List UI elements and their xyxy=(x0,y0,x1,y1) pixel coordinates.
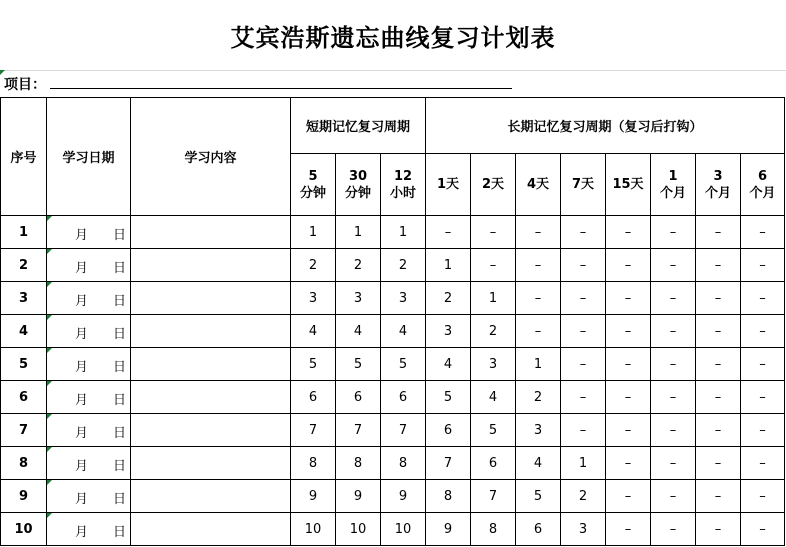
long-review-cell[interactable]: 6 xyxy=(426,414,471,447)
title-area xyxy=(0,0,786,71)
day-label: 日 xyxy=(113,261,127,276)
header-long-col xyxy=(516,154,561,216)
long-review-cell[interactable]: 9 xyxy=(426,513,471,546)
long-review-cell[interactable]: – xyxy=(696,249,741,282)
header-long-col-line: 7天 xyxy=(571,177,595,192)
row-index: 1 xyxy=(1,216,47,249)
long-review-cell[interactable]: – xyxy=(741,447,785,480)
content-cell[interactable] xyxy=(131,414,291,447)
long-review-cell[interactable]: 3 xyxy=(471,348,516,381)
long-review-cell[interactable]: – xyxy=(696,282,741,315)
header-long-col xyxy=(651,154,696,216)
long-review-cell[interactable]: – xyxy=(741,414,785,447)
long-review-cell[interactable]: – xyxy=(561,414,606,447)
short-review-cell[interactable]: 7 xyxy=(291,414,336,447)
content-cell[interactable] xyxy=(131,447,291,480)
header-long-col xyxy=(471,154,516,216)
long-review-cell[interactable]: – xyxy=(516,216,561,249)
short-review-cell[interactable]: 6 xyxy=(336,381,381,414)
date-cell[interactable] xyxy=(47,447,131,480)
long-review-cell[interactable]: 2 xyxy=(426,282,471,315)
content-cell[interactable] xyxy=(131,249,291,282)
long-review-cell[interactable]: – xyxy=(651,480,696,513)
header-long-col-line: 个月 xyxy=(749,185,776,201)
date-cell[interactable] xyxy=(47,249,131,282)
long-review-cell[interactable]: – xyxy=(741,348,785,381)
day-label: 日 xyxy=(113,228,127,243)
table-row xyxy=(1,315,785,348)
short-review-cell[interactable]: 9 xyxy=(336,480,381,513)
table-row xyxy=(1,414,785,447)
long-review-cell[interactable]: – xyxy=(651,414,696,447)
content-cell[interactable] xyxy=(131,315,291,348)
header-short-col xyxy=(336,154,381,216)
table-row xyxy=(1,282,785,315)
short-review-cell[interactable]: 8 xyxy=(336,447,381,480)
long-review-cell[interactable]: – xyxy=(606,513,651,546)
long-review-cell[interactable]: 5 xyxy=(471,414,516,447)
long-review-cell[interactable]: – xyxy=(696,381,741,414)
header-short-col-line: 12 xyxy=(393,168,413,184)
cell-marker-icon xyxy=(47,216,52,221)
header-long-col-line: 2天 xyxy=(481,177,505,192)
short-review-cell[interactable]: 6 xyxy=(291,381,336,414)
long-review-cell[interactable]: 5 xyxy=(426,381,471,414)
long-review-cell[interactable]: 8 xyxy=(471,513,516,546)
long-review-cell[interactable]: 6 xyxy=(471,447,516,480)
day-label: 日 xyxy=(113,459,127,474)
table-body xyxy=(1,216,785,546)
long-review-cell[interactable]: 7 xyxy=(471,480,516,513)
short-review-cell[interactable]: 6 xyxy=(381,381,426,414)
row-index: 10 xyxy=(1,513,47,546)
content-cell[interactable] xyxy=(131,348,291,381)
short-review-cell[interactable]: 10 xyxy=(291,513,336,546)
header-short-col-line: 分钟 xyxy=(299,185,326,201)
long-review-cell[interactable]: – xyxy=(516,315,561,348)
table-row xyxy=(1,480,785,513)
header-long-col-line: 个月 xyxy=(660,185,687,201)
short-review-cell[interactable]: 2 xyxy=(291,249,336,282)
long-review-cell[interactable]: – xyxy=(696,513,741,546)
long-review-cell[interactable]: 6 xyxy=(516,513,561,546)
long-review-cell[interactable]: – xyxy=(696,315,741,348)
long-review-cell[interactable]: – xyxy=(741,513,785,546)
long-review-cell[interactable]: 3 xyxy=(516,414,561,447)
long-review-cell[interactable]: – xyxy=(651,348,696,381)
short-review-cell[interactable]: 2 xyxy=(336,249,381,282)
content-cell[interactable] xyxy=(131,282,291,315)
header-long-col xyxy=(426,154,471,216)
long-review-cell[interactable]: 1 xyxy=(561,447,606,480)
header-short-col-line: 小时 xyxy=(390,185,417,201)
header-long-col xyxy=(741,154,785,216)
day-label: 日 xyxy=(113,426,127,441)
long-review-cell[interactable]: – xyxy=(696,447,741,480)
long-review-cell[interactable]: – xyxy=(606,282,651,315)
header-short-col-line: 分钟 xyxy=(344,185,371,201)
review-plan-table xyxy=(0,97,785,546)
long-review-cell[interactable]: – xyxy=(651,315,696,348)
short-review-cell[interactable]: 10 xyxy=(381,513,426,546)
date-cell[interactable] xyxy=(47,216,131,249)
header-long-col-line: 3 xyxy=(713,168,723,184)
long-review-cell[interactable]: 7 xyxy=(426,447,471,480)
month-label: 月 xyxy=(75,327,89,342)
row-index: 2 xyxy=(1,249,47,282)
table-row xyxy=(1,216,785,249)
row-index: 9 xyxy=(1,480,47,513)
short-review-cell[interactable]: 10 xyxy=(336,513,381,546)
long-review-cell[interactable]: – xyxy=(741,249,785,282)
short-review-cell[interactable]: 1 xyxy=(291,216,336,249)
cell-marker-icon xyxy=(47,513,52,518)
month-label: 月 xyxy=(75,525,89,540)
long-review-cell[interactable]: – xyxy=(606,381,651,414)
day-label: 日 xyxy=(113,492,127,507)
long-review-cell[interactable]: – xyxy=(651,216,696,249)
cell-marker-icon xyxy=(47,480,52,485)
content-cell[interactable] xyxy=(131,216,291,249)
header-content: 学习内容 xyxy=(131,98,291,216)
long-review-cell[interactable]: 8 xyxy=(426,480,471,513)
long-review-cell[interactable]: – xyxy=(516,249,561,282)
long-review-cell[interactable]: 1 xyxy=(516,348,561,381)
date-cell[interactable] xyxy=(47,480,131,513)
long-review-cell[interactable]: 3 xyxy=(561,513,606,546)
long-review-cell[interactable]: – xyxy=(696,480,741,513)
date-cell[interactable] xyxy=(47,282,131,315)
long-review-cell[interactable]: 3 xyxy=(426,315,471,348)
project-row xyxy=(0,70,786,97)
project-label: 项目： xyxy=(4,77,46,93)
long-review-cell[interactable]: – xyxy=(741,480,785,513)
table-row xyxy=(1,447,785,480)
month-label: 月 xyxy=(75,294,89,309)
short-review-cell[interactable]: 5 xyxy=(381,348,426,381)
cell-marker-icon xyxy=(47,447,52,452)
month-label: 月 xyxy=(75,393,89,408)
short-review-cell[interactable]: 9 xyxy=(291,480,336,513)
long-review-cell[interactable]: 4 xyxy=(516,447,561,480)
date-cell[interactable] xyxy=(47,315,131,348)
short-review-cell[interactable]: 1 xyxy=(336,216,381,249)
month-label: 月 xyxy=(75,261,89,276)
long-review-cell[interactable]: – xyxy=(696,414,741,447)
header-long-col xyxy=(606,154,651,216)
long-review-cell[interactable]: – xyxy=(561,381,606,414)
day-label: 日 xyxy=(113,525,127,540)
date-cell[interactable] xyxy=(47,348,131,381)
long-review-cell[interactable]: 5 xyxy=(516,480,561,513)
date-cell[interactable] xyxy=(47,513,131,546)
content-cell[interactable] xyxy=(131,480,291,513)
long-review-cell[interactable]: – xyxy=(606,249,651,282)
long-review-cell[interactable]: – xyxy=(651,249,696,282)
long-review-cell[interactable]: – xyxy=(651,381,696,414)
long-review-cell[interactable]: 2 xyxy=(516,381,561,414)
long-review-cell[interactable]: – xyxy=(741,282,785,315)
date-cell[interactable] xyxy=(47,414,131,447)
row-index: 3 xyxy=(1,282,47,315)
long-review-cell[interactable]: 4 xyxy=(426,348,471,381)
header-date: 学习日期 xyxy=(47,98,131,216)
header-index: 序号 xyxy=(1,98,47,216)
header-short-term: 短期记忆复习周期 xyxy=(291,98,426,154)
cell-marker-icon xyxy=(47,282,52,287)
day-label: 日 xyxy=(113,360,127,375)
table-row xyxy=(1,348,785,381)
day-label: 日 xyxy=(113,294,127,309)
long-review-cell[interactable]: – xyxy=(606,480,651,513)
header-long-col-line: 1天 xyxy=(436,177,460,192)
short-review-cell[interactable]: 3 xyxy=(291,282,336,315)
day-label: 日 xyxy=(113,327,127,342)
long-review-cell[interactable]: – xyxy=(651,447,696,480)
long-review-cell[interactable]: – xyxy=(606,315,651,348)
long-review-cell[interactable]: – xyxy=(651,513,696,546)
month-label: 月 xyxy=(75,492,89,507)
long-review-cell[interactable]: – xyxy=(471,216,516,249)
cell-marker-icon xyxy=(47,315,52,320)
row-index: 6 xyxy=(1,381,47,414)
long-review-cell[interactable]: – xyxy=(606,348,651,381)
short-review-cell[interactable]: 9 xyxy=(381,480,426,513)
row-index: 4 xyxy=(1,315,47,348)
cell-marker-icon xyxy=(47,414,52,419)
content-cell[interactable] xyxy=(131,513,291,546)
short-review-cell[interactable]: 3 xyxy=(336,282,381,315)
short-review-cell[interactable]: 4 xyxy=(336,315,381,348)
header-long-term: 长期记忆复习周期（复习后打钩） xyxy=(426,98,785,154)
long-review-cell[interactable]: – xyxy=(606,447,651,480)
long-review-cell[interactable]: – xyxy=(426,216,471,249)
row-index: 8 xyxy=(1,447,47,480)
long-review-cell[interactable]: – xyxy=(561,348,606,381)
table-row xyxy=(1,381,785,414)
short-review-cell[interactable]: 8 xyxy=(381,447,426,480)
cell-marker-icon xyxy=(47,249,52,254)
header-short-col-line: 30 xyxy=(348,168,368,184)
long-review-cell[interactable]: – xyxy=(651,282,696,315)
short-review-cell[interactable]: 8 xyxy=(291,447,336,480)
long-review-cell[interactable]: – xyxy=(561,315,606,348)
month-label: 月 xyxy=(75,360,89,375)
page-title: 艾宾浩斯遗忘曲线复习计划表 xyxy=(230,22,556,52)
header-long-col-line: 6 xyxy=(758,168,768,184)
short-review-cell[interactable]: 3 xyxy=(381,282,426,315)
header-long-col-line: 15天 xyxy=(612,177,644,192)
short-review-cell[interactable]: 4 xyxy=(381,315,426,348)
long-review-cell[interactable]: 2 xyxy=(561,480,606,513)
long-review-cell[interactable]: – xyxy=(561,249,606,282)
table-row xyxy=(1,249,785,282)
row-index: 7 xyxy=(1,414,47,447)
long-review-cell[interactable]: 2 xyxy=(471,315,516,348)
content-cell[interactable] xyxy=(131,381,291,414)
long-review-cell[interactable]: – xyxy=(471,249,516,282)
header-long-col xyxy=(696,154,741,216)
long-review-cell[interactable]: – xyxy=(561,216,606,249)
header-long-col-line: 4天 xyxy=(526,177,550,192)
short-review-cell[interactable]: 5 xyxy=(291,348,336,381)
project-input-line[interactable] xyxy=(50,88,512,89)
month-label: 月 xyxy=(75,228,89,243)
short-review-cell[interactable]: 1 xyxy=(381,216,426,249)
long-review-cell[interactable]: – xyxy=(696,216,741,249)
cell-marker-icon xyxy=(47,348,52,353)
header-long-col-line: 个月 xyxy=(705,185,732,201)
long-review-cell[interactable]: 4 xyxy=(471,381,516,414)
header-long-col xyxy=(561,154,606,216)
header-short-col xyxy=(381,154,426,216)
long-review-cell[interactable]: – xyxy=(561,282,606,315)
short-review-cell[interactable]: 2 xyxy=(381,249,426,282)
header-long-col-line: 1 xyxy=(668,168,678,184)
row-index: 5 xyxy=(1,348,47,381)
long-review-cell[interactable]: – xyxy=(606,216,651,249)
day-label: 日 xyxy=(113,393,127,408)
short-review-cell[interactable]: 7 xyxy=(381,414,426,447)
month-label: 月 xyxy=(75,459,89,474)
date-cell[interactable] xyxy=(47,381,131,414)
header-short-col xyxy=(291,154,336,216)
long-review-cell[interactable]: – xyxy=(696,348,741,381)
long-review-cell[interactable]: – xyxy=(741,381,785,414)
long-review-cell[interactable]: 1 xyxy=(471,282,516,315)
table-row xyxy=(1,513,785,546)
long-review-cell[interactable]: – xyxy=(741,216,785,249)
month-label: 月 xyxy=(75,426,89,441)
short-review-cell[interactable]: 7 xyxy=(336,414,381,447)
header-short-col-line: 5 xyxy=(308,168,318,184)
short-review-cell[interactable]: 5 xyxy=(336,348,381,381)
short-review-cell[interactable]: 4 xyxy=(291,315,336,348)
long-review-cell[interactable]: – xyxy=(606,414,651,447)
long-review-cell[interactable]: – xyxy=(516,282,561,315)
long-review-cell[interactable]: – xyxy=(741,315,785,348)
cell-marker-icon xyxy=(47,381,52,386)
long-review-cell[interactable]: 1 xyxy=(426,249,471,282)
